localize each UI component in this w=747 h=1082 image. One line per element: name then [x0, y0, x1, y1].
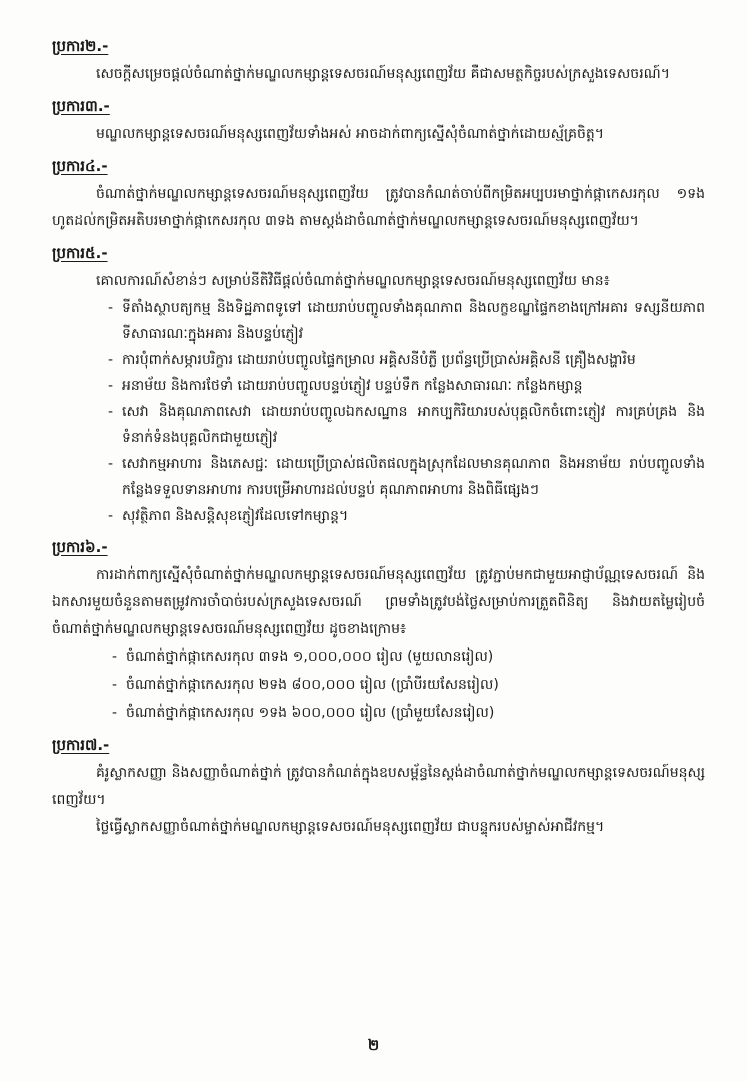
article-heading: ប្រការ៧.-	[52, 736, 110, 754]
article-paragraph: ថ្លៃធ្វើស្លាកសញ្ញាចំណាត់ថ្នាក់មណ្ឌលកម្សាន្តទេសចរណ៍មនុស្សពេញវ័យ ជាបន្ទុករបស់ម្ចាស់អាជីវកម្ម។	[96, 819, 605, 835]
list-item: - ទីតាំងស្ថាបត្យកម្ម និងទិដ្ឋភាពទូទៅ ដោយរាប់បញ្ចូលទាំងគុណភាព និងលក្ខខណ្ឌផ្ទៃកខាងក្រៅអគារ ទស្សនីយភាព ទីសាធារណៈក្នុងអគារ និងបន្ទប់ភ្ញៀវ	[108, 295, 705, 347]
article-paragraph: គំរូស្លាកសញ្ញា និងសញ្ញាចំណាត់ថ្នាក់ ត្រូវបានកំណត់ក្នុងឧបសម្ព័ន្ធនៃស្ដង់ដាចំណាត់ថ្នាក់មណ្ឌលកម្សាន្តទេសចរណ៍មនុស្សពេញវ័យ។	[52, 765, 705, 808]
article-heading: ប្រការ២.-	[52, 37, 109, 55]
article-4	[52, 154, 705, 235]
fee-list	[112, 643, 705, 727]
article-heading: ប្រការ៤.-	[52, 157, 108, 175]
list-item: - សុវត្ថិភាព និងសន្តិសុខភ្ញៀវដែលទៅកម្សាន្ត។	[108, 503, 705, 529]
article-paragraph: គោលការណ៍សំខាន់ៗ សម្រាប់នីតិវិធីផ្ដល់ចំណាត់ថ្នាក់មណ្ឌលកម្សាន្តទេសចរណ៍មនុស្សពេញវ័យ មាន៖	[96, 273, 610, 289]
page-number: ២	[367, 1036, 380, 1054]
fee-item: - ចំណាត់ថ្នាក់ផ្កាកេសរកុល ១ទង ៦០០,០០០ រៀល (ប្រាំមួយសែនរៀល)	[112, 699, 705, 727]
article-heading: ប្រការ៦.-	[52, 538, 108, 556]
article-paragraph: ចំណាត់ថ្នាក់មណ្ឌលកម្សាន្តទេសចរណ៍មនុស្សពេញវ័យ ត្រូវបានកំណត់ចាប់ពីកម្រិតអប្បបរមាថ្នាក់ផ្កាកេសរកុល ១ទង ហូតដល់កម្រិតអតិបរមាថ្នាក់ផ្កាកេសរកុល ៣ទង តាមស្ដង់ដាចំណាត់ថ្នាក់មណ្ឌលកម្សាន្តទេសចរណ៍មនុស្សពេញវ័យ។	[52, 186, 705, 229]
article-paragraph: មណ្ឌលកម្សាន្តទេសចរណ៍មនុស្សពេញវ័យទាំងអស់ អាចដាក់ពាក្យស្នើសុំចំណាត់ថ្នាក់ដោយស្ម័គ្រចិត្ត។	[96, 126, 604, 142]
article-heading: ប្រការ៣.-	[52, 97, 110, 115]
list-item: - អនាម័យ និងការថែទាំ ដោយរាប់បញ្ចូលបន្ទប់ភ្ញៀវ បន្ទប់ទឹក កន្លែងសាធារណៈ កន្លែងកម្សាន្ត	[108, 373, 705, 399]
article-5	[52, 241, 705, 529]
article-paragraph: ការដាក់ពាក្យស្នើសុំចំណាត់ថ្នាក់មណ្ឌលកម្សាន្តទេសចរណ៍មនុស្សពេញវ័យ ត្រូវភ្ជាប់មកជាមួយអាជ្ញាប័ណ្ណទេសចរណ៍ និងឯកសារមួយចំនួនតាមតម្រូវការចាំបាច់របស់ក្រសួងទេសចរណ៍ ព្រមទាំងត្រូវបង់ថ្លៃសម្រាប់ការត្រួតពិនិត្យ និងវាយតម្លៃរៀបចំចំណាត់ថ្នាក់មណ្ឌលកម្សាន្តទេសចរណ៍មនុស្សពេញវ័យ ដូចខាងក្រោម៖	[52, 567, 705, 637]
article-3	[52, 94, 705, 148]
list-item: - សេវា និងគុណភាពសេវា ដោយរាប់បញ្ចូលឯកសណ្ឋាន អាកប្បកិរិយារបស់បុគ្គលិកចំពោះភ្ញៀវ ការគ្រប់គ្រង និងទំនាក់ទំនងបុគ្គលិកជាមួយភ្ញៀវ	[108, 399, 705, 451]
list-item: - សេវាកម្មអាហារ និងភេសជ្ជៈ ដោយប្រើប្រាស់ផលិតផលក្នុងស្រុកដែលមានគុណភាព និងអនាម័យ រាប់បញ្ចូលទាំងកន្លែងទទួលទានអាហារ ការបម្រើអាហារដល់បន្ទប់ គុណភាពអាហារ និងពិធីផ្សេងៗ	[108, 451, 705, 503]
article-6	[52, 535, 705, 727]
article-paragraph: សេចក្ដីសម្រេចផ្ដល់ចំណាត់ថ្នាក់មណ្ឌលកម្សាន្តទេសចរណ៍មនុស្សពេញវ័យ គឺជាសមត្ថកិច្ចរបស់ក្រសួងទេសចរណ៍។	[96, 66, 670, 82]
article-2	[52, 34, 705, 88]
article-7	[52, 733, 705, 841]
list-item: - ការប៉ំពាក់សម្ភារបរិក្ខារ ដោយរាប់បញ្ចូលផ្ទៃកម្រាល អគ្គិសនីបំភ្លឺ ប្រព័ន្ធប្រើប្រាស់អគ្គិសនី គ្រឿងសង្ហារិម	[108, 347, 705, 373]
article-heading: ប្រការ៥.-	[52, 244, 108, 262]
fee-item: - ចំណាត់ថ្នាក់ផ្កាកេសរកុល ២ទង ៨០០,០០០ រៀល (ប្រាំបីរយសែនរៀល)	[112, 671, 705, 699]
principles-list	[108, 295, 705, 529]
fee-item: - ចំណាត់ថ្នាក់ផ្កាកេសរកុល ៣ទង ១,០០០,០០០ រៀល (មួយលានរៀល)	[112, 643, 705, 671]
